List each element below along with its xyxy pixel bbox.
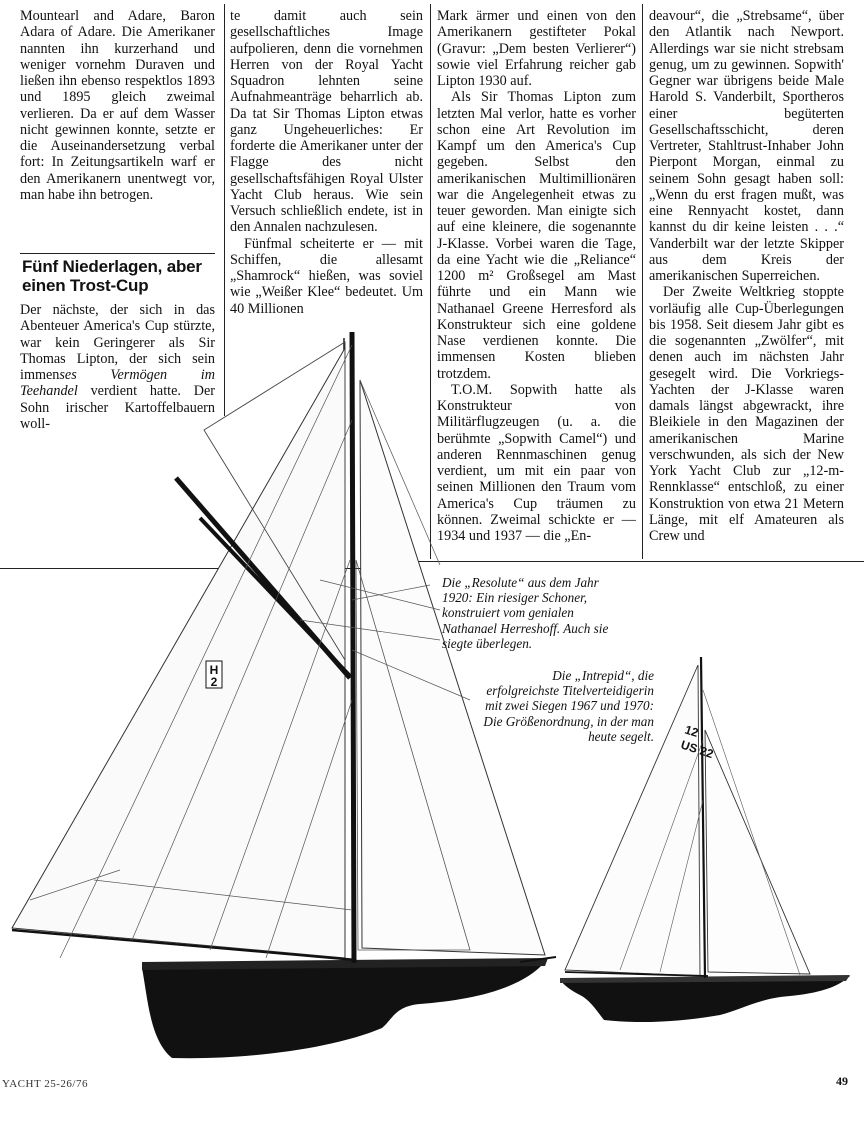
page-number: 49	[836, 1074, 848, 1088]
intrepid-jib	[705, 730, 810, 974]
article-paragraph: te damit auch sein gesellschaftliches Image aufpolieren, denn die vornehmen Herren von der Royal Yacht Squadron lehnten seine Aufnahmeanträge beharrlich ab. Da tat Sir Thomas Lipton etwas ganz Ungeheuerliches: Er forderte die Amerikaner unter der Flagge des nicht gesellschaftsfähigen Royal Ulster Yacht Club heraus. Wie sein Versuch schließlich endete, ist in den Annalen nachzulesen.	[230, 8, 423, 236]
resolute-sail-number: 2	[210, 675, 218, 689]
resolute-yacht-drawing	[12, 332, 556, 1058]
intrepid-hull	[560, 976, 850, 1022]
intrepid-class-mark: 12	[683, 722, 701, 740]
resolute-mainsail	[12, 348, 345, 958]
article-text: Der nächste, der sich in das Abenteuer America's Cup stürzte, war kein Geringerer als Sir Thomas Lipton, der sich sein immen	[20, 302, 215, 383]
resolute-mast	[352, 332, 354, 963]
magazine-footer: YACHT 25-26/76	[2, 1078, 88, 1090]
section-headline: Fünf Niederlagen, aber einen Trost-Cup	[22, 257, 202, 295]
article-paragraph: Mark ärmer und einen von den Amerikanern gestifteter Pokal (Gravur: „Dem besten Verlierer“) sowie viel Erfahrung reicher gab Lipton 1930 auf.	[437, 8, 636, 89]
resolute-sail-letter: H	[209, 663, 219, 677]
article-paragraph: T.O.M. Sopwith hatte als Konstrukteur von Militärflugzeugen (u. a. die berühmte „Sopwith Camel“) und anderen Rennmaschinen genug verdient, um mit ein paar von seinen Millionen den Traum vom America's Cup träumen zu können. Zweimal schickte er — 1934 und 1937 — die „En-	[437, 381, 636, 544]
article-paragraph: Der Zweite Weltkrieg stoppte vorläufig alle Cup-Überlegungen bis 1958. Seit diesem Jahr gibt es die sogenannten „Zwölfer“, mit denen auch im nächsten Jahr gesegelt wird. Die Vorkriegs-Yachten der J-Klasse waren damals längst abgewrackt, ihre Bleikiele in den Magazinen der amerikanischen Marine verschwunden, als sich der New York Yacht Club zur „12-m-Rennklasse“ entschloß, zu einer Konstruktion von etwa 21 Metern Länge, mit elf Amateuren als Crew und	[649, 284, 844, 544]
article-italic-text: ses Vermögen im Teehandel	[20, 367, 215, 400]
article-paragraph: Mountearl and Adare, Baron Adara of Adare. Die Amerikaner nannten ihn kurzerhand und weniger vornehm Duraven und ließen ihn ebenso respektlos 1893 und 1895 gleich zweimal verlieren. Da er auf dem Wasser nicht gewinnen konnte, setzte er die Auseinandersetzung verbal fort: In Zeitungsartikeln warf er den Amerikanern unentwegt vor, man habe ihn betrogen.	[20, 8, 215, 203]
article-paragraph: Als Sir Thomas Lipton zum letzten Mal verlor, hatte es vorher schon eine Art Revolution im Kampf um den America's Cup gegeben. Selbst den amerikanischen Multimillionären war die Angelegenheit etwas zu teuer geworden. Man einigte sich auf eine kleinere, die sogenannte J-Klasse. Vorbei waren die Tage, da eine Yacht wie die „Reliance“ 1200 m² Großsegel am Mast führte und ein Mann wie Nathanael Greene Herresford als Konstrukteur sich eine goldene Nase verdienen konnte. Die immensen Kosten blieben trotzdem.	[437, 89, 636, 382]
intrepid-mast	[701, 657, 705, 978]
intrepid-sail-number: US 22	[679, 737, 716, 762]
intrepid-caption: Die „Intrepid“, die erfolgreichste Titelverteidigerin mit zwei Siegen 1967 und 1970: Die Größenordnung, in der man heute segelt.	[483, 668, 654, 744]
article-paragraph: deavour“, die „Strebsame“, über den Atlantik nach Newport. Allerdings war sie nicht strebsam genug, um zu gewinnen. Sopwith' Gegner war übrigens beide Male Harold S. Vanderbilt, Sportheros einer begüterten Gesellschaftsschicht, deren Vertreter, Stahltrust-Inhaber John Pierpont Morgan, einmal zu seinem Sohn gesagt haben soll: „Wenn du erst fragen mußt, was eine Rennyacht kostet, dann kannst du dir keine leisten . . .“ Vanderbilt war der letzte Skipper aus dem Kreis der amerikanischen Superreichen.	[649, 8, 844, 284]
resolute-caption: Die „Resolute“ aus dem Jahr 1920: Ein riesiger Schoner, konstruiert vom genialen Nathanael Herreshoff. Auch sie siegte überlegen.	[442, 575, 609, 651]
article-paragraph: Fünfmal scheiterte er — mit Schiffen, die allesamt „Shamrock“ hießen, was soviel wie „Weißer Klee“ bedeutet. Um 40 Millionen	[230, 235, 423, 317]
article-text: verdient hatte. Der Sohn irischer Kartoffelbauern woll-	[20, 383, 215, 432]
resolute-hull	[142, 962, 545, 1058]
